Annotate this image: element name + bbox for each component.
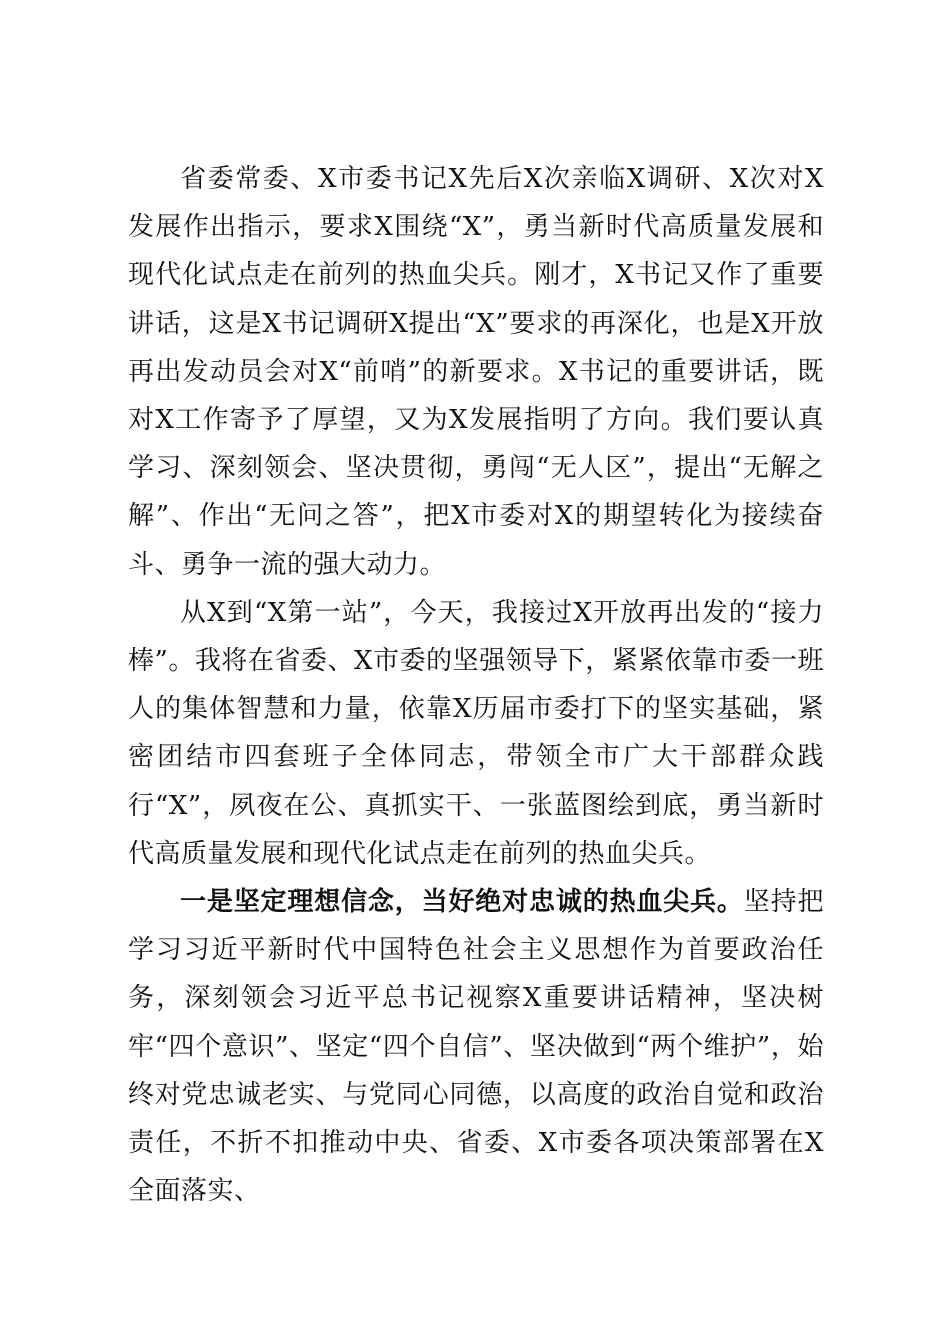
paragraph-1-text: 省委常委、X市委书记X先后X次亲临X调研、X次对X发展作出指示，要求X围绕“X”，勇当新时代高质量发展和现代化试点走在前列的热血尖兵。刚才，X书记又作了重要讲话，这是X书记调研X提出“X”要求的再深化，也是X开放再出发动员会对X“前哨”的新要求。X书记的重要讲话，既对X工作寄予了厚望，又为X发展指明了方向。我们要认真学习、深刻领会、坚决贯彻，勇闯“无人区”，提出“无解之解”、作出“无问之答”，把X市委对X的期望转化为接续奋斗、勇争一流的强大动力。 [128,164,824,580]
paragraph-1 [128,155,824,589]
paragraph-2 [128,589,824,878]
paragraph-3 [128,878,824,1215]
paragraph-2-text: 从X到“X第一站”，今天，我接过X开放再出发的“接力棒”。我将在省委、X市委的坚强领导下，紧紧依靠市委一班人的集体智慧和力量，依靠X历届市委打下的坚实基础，紧密团结市四套班子全体同志，带领全市广大干部群众践行“X”，夙夜在公、真抓实干、一张蓝图绘到底，勇当新时代高质量发展和现代化试点走在前列的热血尖兵。 [128,597,824,869]
paragraph-3-text: 坚持把学习习近平新时代中国特色社会主义思想作为首要政治任务，深刻领会习近平总书记视察X重要讲话精神，坚决树牢“四个意识”、坚定“四个自信”、坚决做到“两个维护”，始终对党忠诚老实、与党同心同德，以高度的政治自觉和政治责任，不折不扣推动中央、省委、X市委各项决策部署在X全面落实、 [128,887,824,1207]
document-body [128,155,824,1215]
paragraph-3-heading: 一是坚定理想信念，当好绝对忠诚的热血尖兵。 [180,887,744,918]
